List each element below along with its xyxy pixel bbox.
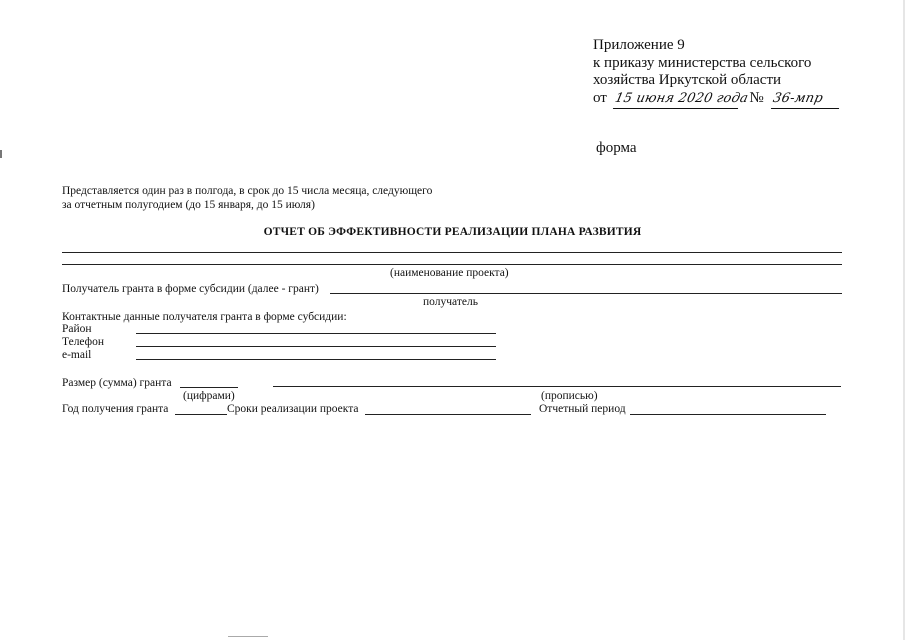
contacts-heading: Контактные данные получателя гранта в форме субсидии: xyxy=(62,311,347,323)
email-label: e-mail xyxy=(62,349,92,361)
instructions-line-1: Представляется один раз в полгода, в срок до 15 числа месяца, следующего xyxy=(62,185,433,197)
recipient-label: Получатель гранта в форме субсидии (далее - грант) xyxy=(62,283,319,295)
grant-year-line[interactable] xyxy=(175,414,227,415)
scan-speck-left xyxy=(0,150,2,158)
form-label: форма xyxy=(596,140,637,156)
email-line[interactable] xyxy=(136,359,496,360)
grant-amount-label: Размер (сумма) гранта xyxy=(62,377,172,389)
district-line[interactable] xyxy=(136,333,496,334)
scan-speck-bottom xyxy=(228,636,268,637)
project-terms-line[interactable] xyxy=(365,414,531,415)
project-name-line-2[interactable] xyxy=(62,264,842,265)
recipient-caption: получатель xyxy=(423,296,478,308)
appendix-header xyxy=(593,37,841,108)
grant-amount-digits-line[interactable] xyxy=(180,387,238,388)
handwritten-number: 36-мпр xyxy=(771,90,843,109)
phone-label: Телефон xyxy=(62,336,105,348)
recipient-line[interactable] xyxy=(330,293,842,294)
appendix-ministry-line: хозяйства Иркутской области xyxy=(593,72,782,88)
grant-year-label: Год получения гранта xyxy=(62,403,169,415)
report-title: ОТЧЕТ ОБ ЭФФЕКТИВНОСТИ РЕАЛИЗАЦИИ ПЛАНА РАЗВИТИЯ xyxy=(263,226,642,238)
appendix-date-row xyxy=(593,90,841,109)
appendix-order-line: к приказу министерства сельского xyxy=(593,54,812,71)
digits-caption: (цифрами) xyxy=(183,390,235,402)
reporting-period-label: Отчетный период xyxy=(539,403,626,415)
phone-line[interactable] xyxy=(136,346,496,347)
submission-instructions xyxy=(62,184,432,212)
reporting-period-line[interactable] xyxy=(630,414,826,415)
grant-amount-words-line[interactable] xyxy=(273,386,841,387)
project-name-caption: (наименование проекта) xyxy=(390,267,509,279)
from-label: от xyxy=(593,89,607,106)
number-label: № xyxy=(749,89,764,106)
project-name-line-1[interactable] xyxy=(62,252,842,253)
handwritten-date: 15 июня 2020 года xyxy=(613,90,742,109)
appendix-title: Приложение 9 xyxy=(593,37,685,53)
district-label: Район xyxy=(62,323,92,335)
instructions-line-2: за отчетным полугодием (до 15 января, до 15 июля) xyxy=(62,199,315,211)
project-terms-label: Сроки реализации проекта xyxy=(227,403,359,415)
words-caption: (прописью) xyxy=(541,390,598,402)
